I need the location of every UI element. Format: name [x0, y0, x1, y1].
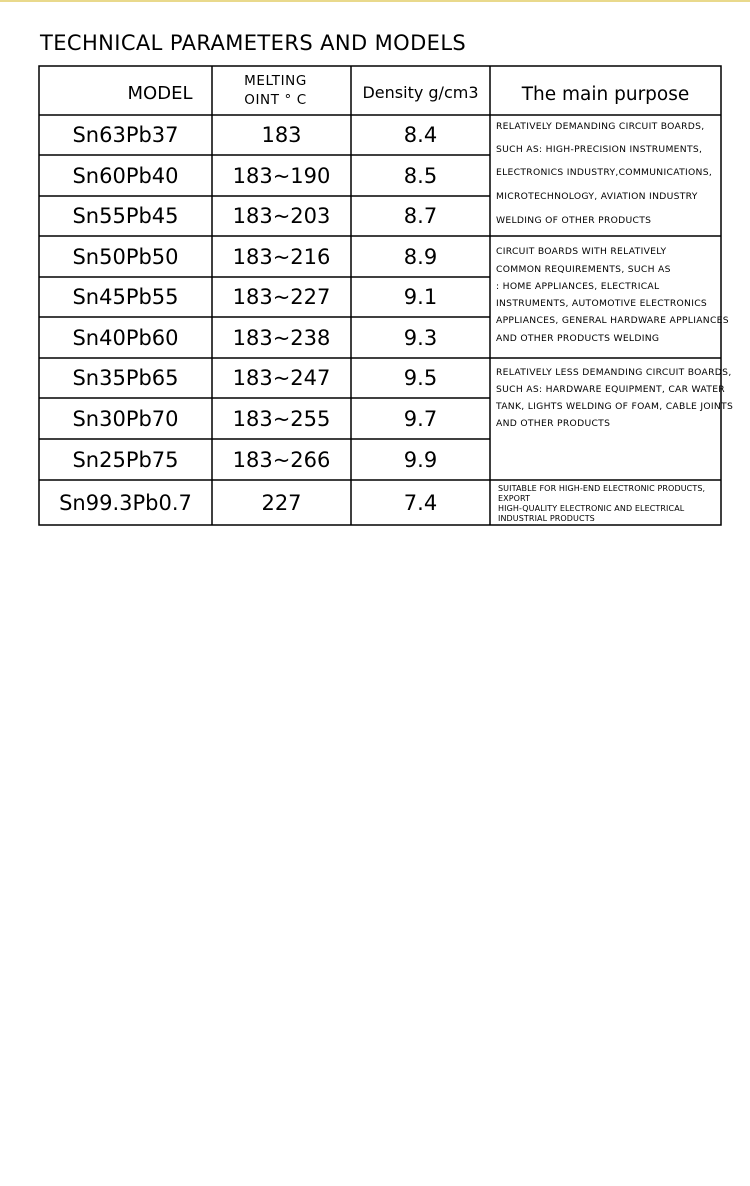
purpose-line: RELATIVELY DEMANDING CIRCUIT BOARDS, — [496, 121, 705, 132]
purpose-line: HIGH-QUALITY ELECTRONIC AND ELECTRICAL — [498, 504, 685, 513]
purpose-line: AND OTHER PRODUCTS — [496, 418, 611, 429]
density-cell: 8.5 — [403, 163, 438, 188]
melting-cell: 183~190 — [232, 163, 331, 188]
purpose-line: MICROTECHNOLOGY, AVIATION INDUSTRY — [496, 191, 698, 202]
purpose-line: TANK, LIGHTS WELDING OF FOAM, CABLE JOINTS — [496, 401, 734, 412]
model-cell: Sn30Pb70 — [72, 406, 179, 431]
purpose-line: WELDING OF OTHER PRODUCTS — [496, 215, 652, 226]
model-cell: Sn40Pb60 — [72, 325, 179, 350]
model-cell: Sn50Pb50 — [72, 244, 179, 269]
density-cell: 8.4 — [403, 123, 438, 147]
purpose-line: EXPORT — [498, 494, 531, 503]
model-cell: Sn35Pb65 — [72, 366, 179, 390]
melting-cell: 183~227 — [232, 285, 331, 309]
melting-cell: 183~266 — [232, 447, 331, 472]
header-purpose — [490, 66, 721, 115]
purpose-block — [496, 236, 729, 358]
density-cell: 8.9 — [403, 244, 438, 269]
header-melting-line1: MELTING — [244, 72, 307, 89]
header-melting-point — [212, 66, 351, 115]
melting-cell: 183~247 — [232, 366, 331, 390]
model-cell: Sn55Pb45 — [72, 204, 179, 228]
density-cell: 9.3 — [403, 325, 438, 350]
purpose-line: RELATIVELY LESS DEMANDING CIRCUIT BOARDS, — [496, 367, 732, 378]
model-cell: Sn63Pb37 — [72, 123, 179, 147]
melting-cell: 183~238 — [232, 325, 331, 350]
page-title: TECHNICAL PARAMETERS AND MODELS — [40, 31, 467, 55]
melting-cell: 183 — [261, 123, 302, 147]
purpose-line: SUITABLE FOR HIGH-END ELECTRONIC PRODUCTS, — [498, 484, 706, 493]
density-cell: 9.5 — [403, 366, 438, 390]
top-accent-line — [0, 0, 750, 2]
density-cell: 8.7 — [403, 204, 438, 228]
purpose-line: SUCH AS: HARDWARE EQUIPMENT, CAR WATER — [496, 384, 725, 395]
purpose-block — [496, 358, 734, 480]
model-cell: Sn99.3Pb0.7 — [59, 490, 192, 515]
density-cell: 9.7 — [403, 406, 438, 431]
melting-cell: 183~255 — [232, 406, 331, 431]
header-model-label: MODEL — [127, 83, 193, 104]
melting-cell: 183~216 — [232, 244, 331, 269]
purpose-line: APPLIANCES, GENERAL HARDWARE APPLIANCES — [496, 315, 729, 326]
purpose-block — [498, 480, 720, 525]
header-density-label: Density g/cm3 — [362, 83, 479, 102]
header-density — [351, 66, 490, 115]
purpose-block — [496, 115, 720, 236]
density-cell: 7.4 — [403, 490, 438, 515]
purpose-line: COMMON REQUIREMENTS, SUCH AS — [496, 264, 671, 275]
model-cell: Sn25Pb75 — [72, 447, 179, 472]
model-cell: Sn60Pb40 — [72, 163, 179, 188]
purpose-line: INSTRUMENTS, AUTOMOTIVE ELECTRONICS — [496, 298, 708, 309]
purpose-line: ELECTRONICS INDUSTRY,COMMUNICATIONS, — [496, 167, 713, 178]
melting-cell: 227 — [261, 490, 302, 515]
purpose-line: CIRCUIT BOARDS WITH RELATIVELY — [496, 246, 667, 257]
header-melting-line2: OINT ° C — [244, 91, 307, 108]
purpose-line: : HOME APPLIANCES, ELECTRICAL — [496, 281, 660, 292]
density-cell: 9.9 — [403, 447, 438, 472]
purpose-line: SUCH AS: HIGH-PRECISION INSTRUMENTS, — [496, 144, 703, 155]
model-cell: Sn45Pb55 — [72, 285, 179, 309]
melting-cell: 183~203 — [232, 204, 331, 228]
purpose-line: AND OTHER PRODUCTS WELDING — [496, 333, 660, 344]
density-cell: 9.1 — [403, 285, 438, 309]
purpose-line: INDUSTRIAL PRODUCTS — [498, 514, 595, 523]
header-purpose-label: The main purpose — [521, 84, 690, 105]
